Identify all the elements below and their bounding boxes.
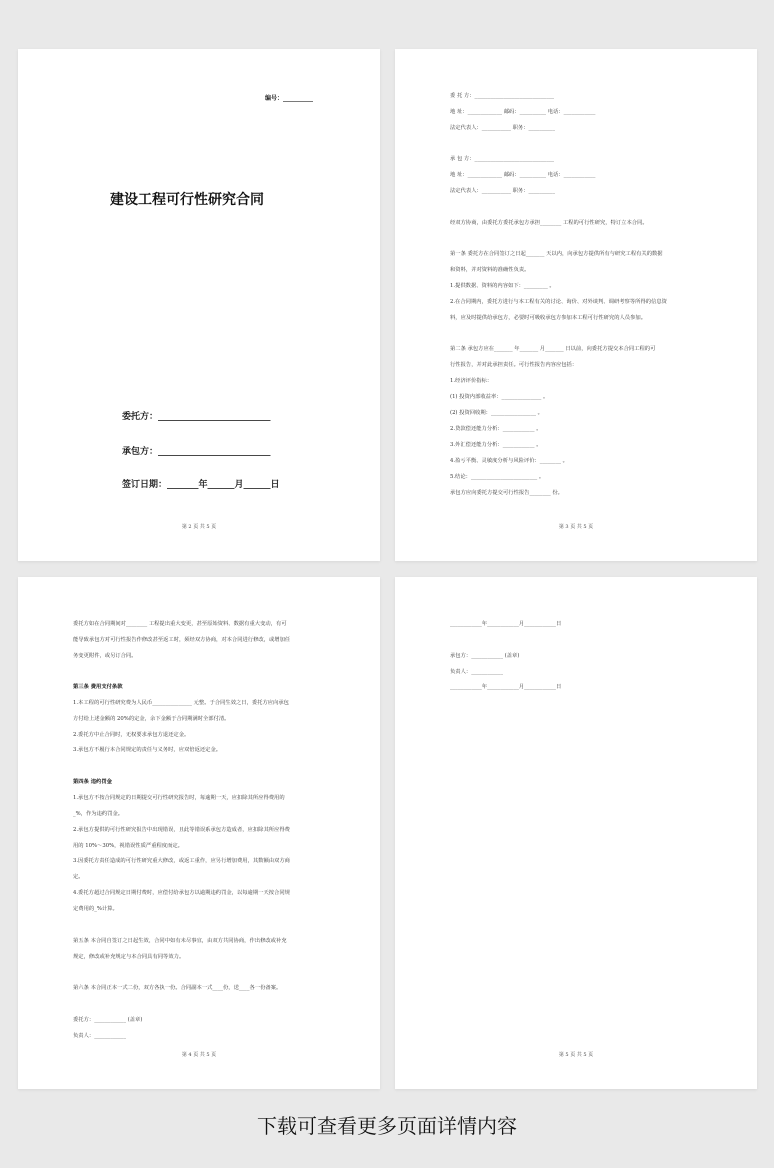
- text-line: _%，作为违约罚金。: [73, 811, 124, 817]
- clause-heading: 第二条 承包方应在_______ 年_______ 月_______ 日以前，向委托方提交本合同工程的可: [450, 346, 656, 352]
- text-line: 地 址：_____________ 邮码：__________ 电话：____________: [450, 109, 596, 115]
- text-line: 规定，修改或补充规定与本合同具有同等效力。: [73, 954, 185, 960]
- page-footer: 第 5 页 共 5 页: [558, 1052, 594, 1058]
- text-line: 用的 10%～30%，视错误性质严重程度而定。: [73, 843, 183, 849]
- text-line: 行性报告，并对此承担责任。可行性报告内容应包括：: [450, 362, 578, 368]
- text-line: 定。: [73, 874, 84, 880]
- text-line: 委托方如在合同期间对________ 工程提出重大变更，甚至原始资料、数据有重大变动，有可: [73, 621, 287, 627]
- text-line: 负责人：____________: [73, 1033, 126, 1039]
- text-line: 3.因委托方责任造成的可行性研究重大修改，或返工重作，应另行增加费用，其数额由双方商: [73, 858, 290, 864]
- contractor-signature-line: 承包方：_________________________: [122, 447, 271, 457]
- text-line: 4.盈亏平衡、灵敏度分析与风险评价：________ 。: [450, 458, 568, 464]
- page-signatures: [395, 577, 757, 1089]
- page-footer: 第 4 页 共 5 页: [181, 1052, 217, 1058]
- text-line: 3.外汇偿还能力分析：____________ 。: [450, 442, 542, 448]
- text-line: 2.在合同期内，委托方进行与本工程有关的讨论、询价、对外谈判、调研考察等所得的信息资: [450, 299, 667, 305]
- text-line: 2.承包方提供的可行性研究报告中出现错误，且此等错误系承包方造成者，应扣除其所应得费: [73, 827, 290, 833]
- text-line: 承 包 方：______________________________: [450, 156, 555, 162]
- text-line: 负责人：____________: [450, 669, 503, 675]
- text-line: 5.结论：_________________________ 。: [450, 474, 545, 480]
- clause-heading: 第五条 本合同自签订之日起生效，合同中如有未尽事宜，由双方共同协商，作出修改或补充: [73, 938, 287, 944]
- text-line: 料，应及时提供给承包方，必要时可吸收承包方参加本工程可行性研究的人员参加。: [450, 315, 646, 321]
- text-line: 3.承包方不履行本合同规定的责任与义务时，应双倍返还定金。: [73, 747, 222, 753]
- text-line: 2.贷款偿还能力分析：____________ 。: [450, 426, 542, 432]
- text-line: 1.经济评价指标：: [450, 378, 493, 384]
- page-footer: 第 2 页 共 5 页: [181, 524, 217, 530]
- text-line: 和资料，并对资料的准确性负责。: [450, 267, 530, 273]
- client-signature-line: 委托方：_________________________: [122, 412, 271, 422]
- page-payment-and-penalties: [18, 577, 380, 1089]
- page-cover: [18, 49, 380, 561]
- page-parties-and-terms: [395, 49, 757, 561]
- clause-heading: 第六条 本合同正本一式二份，双方各执一份。合同副本一式____份，送____各一份备案。: [73, 985, 282, 991]
- text-line: 委 托 方：______________________________: [450, 93, 555, 99]
- text-line: 法定代表人：___________ 职务：__________: [450, 188, 555, 194]
- text-line: 1.承包方不按合同规定的日期提交可行性研究报告时，每逾期一天，应扣除其所应得费用的: [73, 795, 285, 801]
- clause-heading: 第一条 委托方在合同签订之日起_______ 天以内，向承包方提供所有与研究工程有关的数据: [450, 251, 663, 257]
- page-footer: 第 3 页 共 5 页: [558, 524, 594, 530]
- text-line: 2.委托方中止合同时，无权要求承包方退还定金。: [73, 732, 190, 738]
- text-line: 1.提供数据、资料的内容如下：_________ 。: [450, 283, 555, 289]
- text-line: 承包方：____________ (盖章): [450, 653, 520, 659]
- text-line: 能导致承包方对可行性报告作修改甚至返工时，须经双方协商，对本合同进行修改，或增加任: [73, 637, 291, 643]
- text-line: 定费用的_%计算。: [73, 906, 118, 912]
- text-line: (2) 投资回收期：_________________ 。: [450, 410, 543, 416]
- clause-heading: 第三条 费用支付条款: [73, 684, 123, 690]
- signing-date-line: 签订日期：_______年______月______日: [122, 480, 280, 490]
- text-line: 方付给上述金额的 20%的定金，余下金额于合同期满时全部付清。: [73, 716, 230, 722]
- text-line: 务变更附件，或另订合同。: [73, 653, 137, 659]
- date-line: ____________年____________月____________日: [450, 684, 562, 690]
- contract-number: 编号：__________: [265, 95, 314, 102]
- text-line: 承包方应向委托方提交可行性报告________ 份。: [450, 490, 563, 496]
- text-line: 法定代表人：___________ 职务：__________: [450, 125, 555, 131]
- text-line: 地 址：_____________ 邮码：__________ 电话：____________: [450, 172, 596, 178]
- document-title: 建设工程可行性研究合同: [110, 192, 264, 208]
- text-line: 4.委托方超过合同规定日期付费时，应偿付给承包方以逾期违约罚金，以每逾期一天按合同规: [73, 890, 290, 896]
- text-line: (1) 投资内部收益率：_______________ 。: [450, 394, 549, 400]
- download-caption: 下载可查看更多页面详情内容: [257, 1114, 517, 1138]
- clause-heading: 第四条 违约罚金: [73, 779, 112, 785]
- text-line: 1.本工程的可行性研究费为人民币_______________ 元整。于合同生效之日，委托方应向承包: [73, 700, 289, 706]
- date-line: ____________年____________月____________日: [450, 621, 562, 627]
- text-line: 经双方协商，由委托方委托承包方承担________ 工程的可行性研究，特订立本合同。: [450, 220, 648, 226]
- text-line: 委托方：____________ (盖章): [73, 1017, 143, 1023]
